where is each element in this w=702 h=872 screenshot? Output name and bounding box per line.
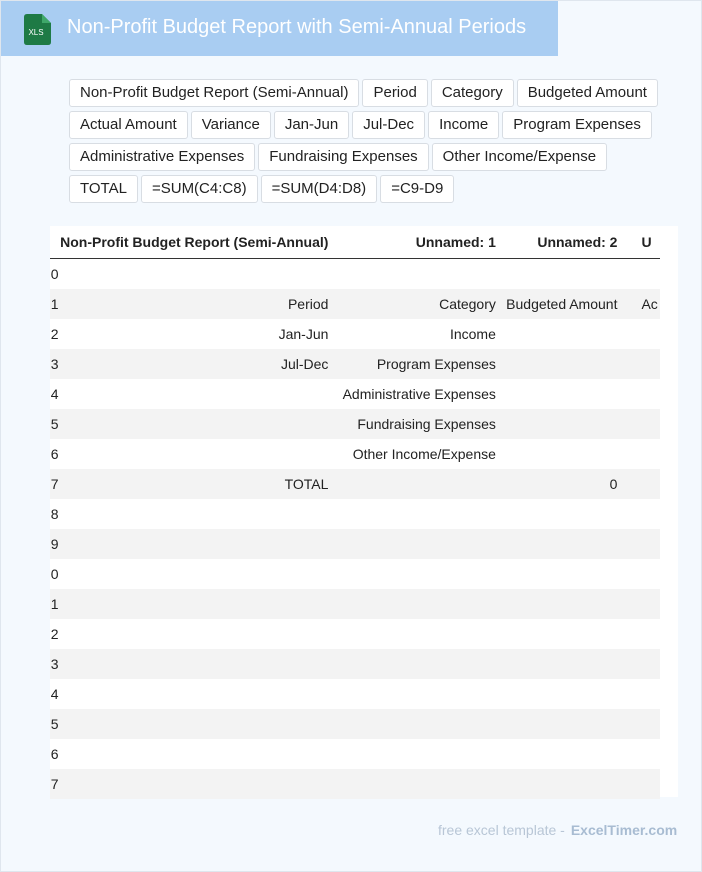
- cell-col-c: [506, 739, 628, 769]
- cell-col-b: [342, 469, 505, 499]
- column-header: Non-Profit Budget Report (Semi-Annual): [59, 226, 343, 259]
- row-index: 8: [50, 499, 59, 529]
- tag-chip[interactable]: Jan-Jun: [274, 111, 349, 139]
- cell-col-b: [342, 709, 505, 739]
- table-row: [50, 499, 660, 529]
- table-row: [50, 769, 660, 799]
- cell-col-c: [506, 379, 628, 409]
- cell-col-d: [627, 589, 660, 619]
- cell-col-b: [342, 589, 505, 619]
- cell-col-b: [342, 679, 505, 709]
- cell-col-b: [342, 769, 505, 799]
- cell-col-b: [342, 739, 505, 769]
- cell-col-a: [59, 439, 343, 469]
- cell-col-a: [59, 739, 343, 769]
- cell-col-c: [506, 709, 628, 739]
- row-index: 3: [50, 649, 59, 679]
- table-row: [50, 709, 660, 739]
- table-row: [50, 349, 660, 379]
- cell-col-c: [506, 589, 628, 619]
- cell-col-b: [342, 559, 505, 589]
- row-index: 7: [50, 469, 59, 499]
- cell-col-a: [59, 679, 343, 709]
- table-row: [50, 409, 660, 439]
- row-index: 6: [50, 739, 59, 769]
- column-header-index: [50, 226, 59, 259]
- cell-col-a: [59, 529, 343, 559]
- table-row: [50, 559, 660, 589]
- cell-col-a: [59, 409, 343, 439]
- row-index: 2: [50, 619, 59, 649]
- cell-col-b: Program Expenses: [342, 349, 505, 379]
- cell-col-b: [342, 499, 505, 529]
- table-row: [50, 739, 660, 769]
- cell-col-b: [342, 649, 505, 679]
- cell-col-d: [627, 709, 660, 739]
- tag-chip[interactable]: Actual Amount: [69, 111, 188, 139]
- row-index: 4: [50, 379, 59, 409]
- tag-chip[interactable]: Variance: [191, 111, 271, 139]
- row-index: 3: [50, 349, 59, 379]
- cell-col-a: [59, 619, 343, 649]
- cell-col-c: [506, 259, 628, 290]
- tag-chip[interactable]: =C9-D9: [380, 175, 454, 203]
- cell-col-b: Other Income/Expense: [342, 439, 505, 469]
- svg-text:XLS: XLS: [28, 28, 44, 37]
- cell-col-c: [506, 559, 628, 589]
- row-index: 2: [50, 319, 59, 349]
- table-row: [50, 439, 660, 469]
- table-row: [50, 529, 660, 559]
- cell-col-c: [506, 649, 628, 679]
- cell-col-d: [627, 679, 660, 709]
- cell-col-c: [506, 619, 628, 649]
- tag-chip[interactable]: Income: [428, 111, 499, 139]
- tag-chip[interactable]: =SUM(C4:C8): [141, 175, 258, 203]
- column-header: Unnamed: 1: [342, 226, 505, 259]
- cell-col-d: [627, 559, 660, 589]
- cell-col-a: Jul-Dec: [59, 349, 343, 379]
- tag-chip[interactable]: TOTAL: [69, 175, 138, 203]
- cell-col-a: [59, 379, 343, 409]
- brand-link[interactable]: ExcelTimer.com: [570, 822, 678, 838]
- row-index: 0: [50, 559, 59, 589]
- row-index: 5: [50, 709, 59, 739]
- tag-chip[interactable]: Budgeted Amount: [517, 79, 658, 107]
- cell-col-d: [627, 349, 660, 379]
- cell-col-c: [506, 679, 628, 709]
- cell-col-a: [59, 559, 343, 589]
- table-row: [50, 619, 660, 649]
- cell-col-b: Fundraising Expenses: [342, 409, 505, 439]
- cell-col-a: [59, 769, 343, 799]
- footer-credit: [438, 822, 677, 838]
- cell-col-c: Budgeted Amount: [506, 289, 628, 319]
- cell-col-c: [506, 349, 628, 379]
- cell-col-a: TOTAL: [59, 469, 343, 499]
- cell-col-d: Ac: [627, 289, 660, 319]
- page-title: Non-Profit Budget Report with Semi-Annual Periods: [67, 16, 527, 38]
- row-index: 1: [50, 589, 59, 619]
- cell-col-d: [627, 409, 660, 439]
- xls-file-icon: [23, 14, 51, 45]
- table-row: [50, 319, 660, 349]
- cell-col-a: [59, 649, 343, 679]
- footer-text: free excel template -: [438, 822, 565, 838]
- row-index: 4: [50, 679, 59, 709]
- tag-chip[interactable]: Period: [362, 79, 427, 107]
- cell-col-d: [627, 379, 660, 409]
- cell-col-b: Category: [342, 289, 505, 319]
- cell-col-d: [627, 439, 660, 469]
- row-index: 5: [50, 409, 59, 439]
- cell-col-a: [59, 259, 343, 290]
- cell-col-d: [627, 769, 660, 799]
- cell-col-c: 0: [506, 469, 628, 499]
- cell-col-d: [627, 529, 660, 559]
- row-index: 7: [50, 769, 59, 799]
- table-header-row: [50, 226, 660, 259]
- cell-col-a: [59, 499, 343, 529]
- cell-col-d: [627, 499, 660, 529]
- tag-chip[interactable]: Non-Profit Budget Report (Semi-Annual): [69, 79, 359, 107]
- cell-col-d: [627, 619, 660, 649]
- tag-chip[interactable]: Jul-Dec: [352, 111, 425, 139]
- title-banner: [1, 1, 558, 56]
- tag-chip[interactable]: Other Income/Expense: [432, 143, 607, 171]
- table-row: [50, 649, 660, 679]
- cell-col-a: [59, 709, 343, 739]
- row-index: 9: [50, 529, 59, 559]
- column-header: U: [627, 226, 660, 259]
- cell-col-a: [59, 589, 343, 619]
- cell-col-c: [506, 319, 628, 349]
- tag-chip[interactable]: Program Expenses: [502, 111, 652, 139]
- cell-col-b: [342, 259, 505, 290]
- tag-chip[interactable]: =SUM(D4:D8): [261, 175, 378, 203]
- table-row: [50, 259, 660, 290]
- cell-col-a: Period: [59, 289, 343, 319]
- row-index: 6: [50, 439, 59, 469]
- cell-col-c: [506, 409, 628, 439]
- cell-col-b: Administrative Expenses: [342, 379, 505, 409]
- table-row: [50, 589, 660, 619]
- spreadsheet-preview: [50, 226, 678, 797]
- tag-chip[interactable]: Fundraising Expenses: [258, 143, 428, 171]
- column-header: Unnamed: 2: [506, 226, 628, 259]
- cell-col-d: [627, 649, 660, 679]
- cell-col-b: [342, 619, 505, 649]
- table-row: [50, 379, 660, 409]
- table-row: [50, 289, 660, 319]
- cell-col-a: Jan-Jun: [59, 319, 343, 349]
- cell-col-b: [342, 529, 505, 559]
- cell-col-d: [627, 259, 660, 290]
- row-index: 1: [50, 289, 59, 319]
- tag-chip[interactable]: Administrative Expenses: [69, 143, 255, 171]
- cell-col-c: [506, 499, 628, 529]
- cell-col-d: [627, 739, 660, 769]
- row-index: 0: [50, 259, 59, 290]
- cell-col-c: [506, 769, 628, 799]
- cell-col-c: [506, 439, 628, 469]
- keyword-tags: [69, 79, 679, 203]
- table-row: [50, 469, 660, 499]
- cell-col-d: [627, 469, 660, 499]
- table-row: [50, 679, 660, 709]
- tag-chip[interactable]: Category: [431, 79, 514, 107]
- cell-col-c: [506, 529, 628, 559]
- cell-col-d: [627, 319, 660, 349]
- cell-col-b: Income: [342, 319, 505, 349]
